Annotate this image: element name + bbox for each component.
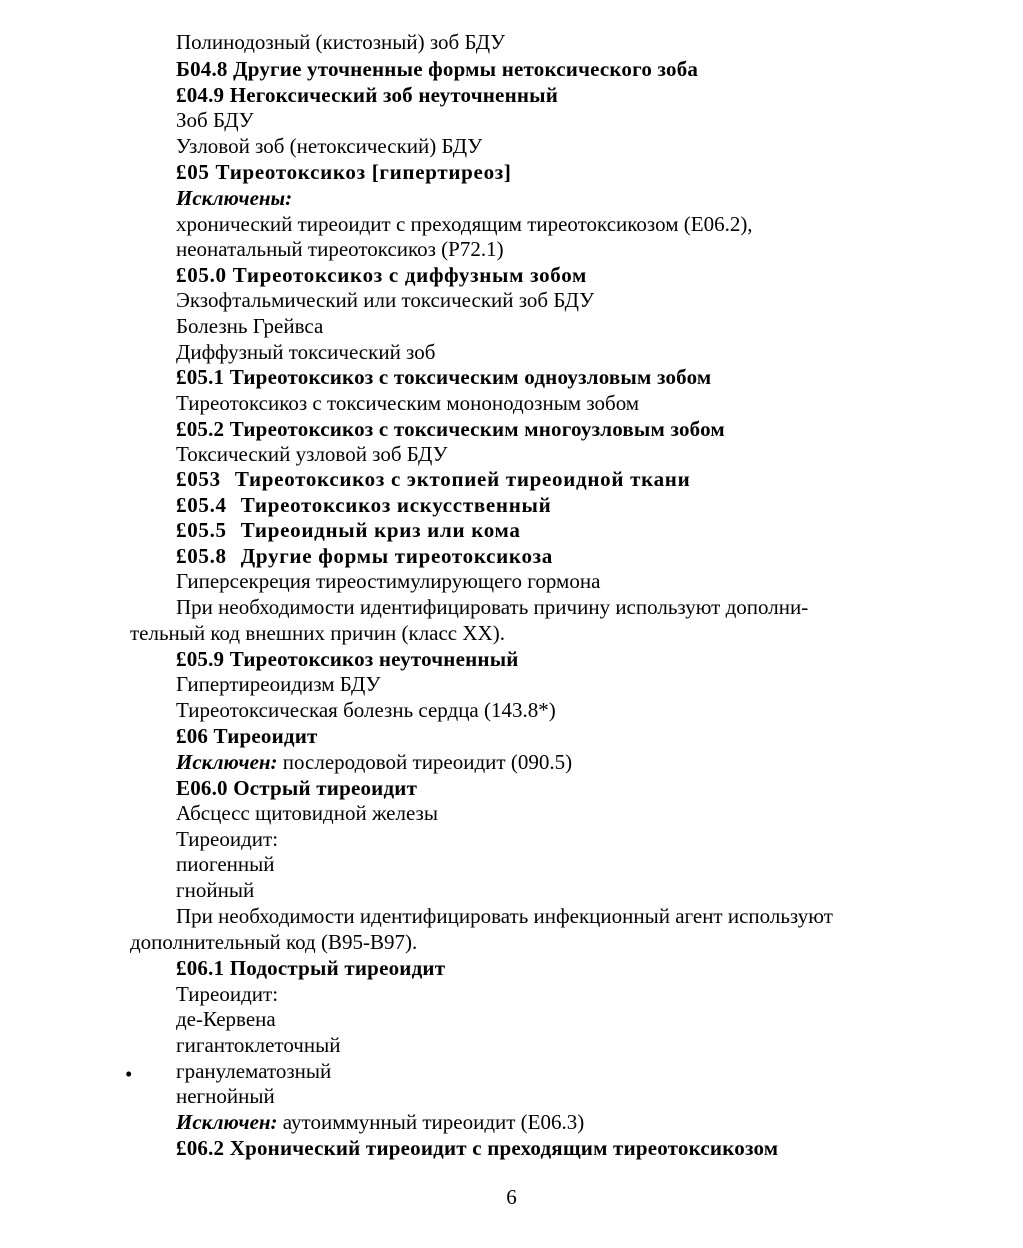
page-number: 6: [506, 1185, 517, 1209]
text-line: гигантоклеточный: [176, 1033, 341, 1057]
text-line: При необходимости идентифицировать причину используют дополни-: [176, 595, 809, 619]
text-line: Гипертиреоидизм БДУ: [176, 672, 381, 696]
section-title: Другие формы тиреотоксикоза: [240, 544, 553, 568]
section-heading: [176, 466, 690, 492]
text-line: При необходимости идентифицировать инфекционный агент используют: [176, 904, 833, 928]
section-heading: £05.2 Тиреотоксикоз с токсическим многоузловым зобом: [176, 417, 725, 441]
text-line: дополнительный код (В95-В97).: [130, 930, 418, 954]
text-line: негнойный: [176, 1084, 275, 1108]
exclusion-text: аутоиммунный тиреоидит (Е06.3): [277, 1110, 585, 1134]
text-line: гнойный: [176, 878, 255, 902]
section-title: Тиреотоксикоз искусственный: [240, 493, 552, 517]
section-heading: Е06.0 Острый тиреоидит: [176, 776, 418, 800]
section-heading: £06 Тиреоидит: [176, 724, 318, 748]
text-line: Тиреотоксическая болезнь сердца (143.8*): [176, 698, 556, 722]
section-title: Тиреоидный криз или кома: [240, 518, 521, 542]
exclusion-text: послеродовой тиреоидит (090.5): [277, 750, 573, 774]
section-heading: [176, 543, 553, 569]
section-code: £05.5: [176, 518, 227, 542]
text-line: Полинодозный (кистозный) зоб БДУ: [176, 30, 506, 54]
exclusion-line: [176, 1109, 584, 1135]
section-heading: £06.1 Подострый тиреоидит: [176, 956, 446, 980]
section-code: £05.8: [176, 544, 227, 568]
exclusion-label: Исключены:: [176, 186, 293, 210]
section-heading: £04.9 Негоксический зоб неуточненный: [176, 83, 559, 107]
bullet-mark: •: [125, 1062, 133, 1086]
text-line: неонатальный тиреотоксикоз (Р72.1): [176, 237, 504, 261]
text-line: Зоб БДУ: [176, 108, 254, 132]
section-heading: £06.2 Хронический тиреоидит с преходящим тиреотоксикозом: [176, 1136, 779, 1160]
section-code: £053: [176, 467, 221, 491]
text-line: Абсцесс щитовидной железы: [176, 801, 438, 825]
section-heading: [176, 492, 551, 518]
section-heading: £05.9 Тиреотоксикоз неуточненный: [176, 647, 519, 671]
section-heading: [176, 517, 521, 543]
text-line: Тиреоидит:: [176, 982, 279, 1006]
section-title: Тиреотоксикоз с эктопией тиреоидной ткани: [234, 467, 691, 491]
text-line: тельный код внешних причин (класс XX).: [130, 621, 505, 645]
section-heading: Б04.8 Другие уточненные формы нетоксического зоба: [176, 57, 699, 81]
exclusion-label-line: [176, 185, 292, 211]
text-line: хронический тиреоидит с преходящим тиреотоксикозом (Е06.2),: [176, 212, 753, 236]
section-heading: £05.1 Тиреотоксикоз с токсическим одноузловым зобом: [176, 365, 712, 389]
text-line: Диффузный токсический зоб: [176, 340, 436, 364]
text-line: Тиреотоксикоз с токсическим мононодозным зобом: [176, 391, 640, 415]
exclusion-line: [176, 749, 572, 775]
text-line: Болезнь Грейвса: [176, 314, 324, 338]
section-heading: £05 Тиреотоксикоз [гипертиреоз]: [176, 160, 512, 184]
exclusion-label: Исключен:: [176, 1110, 278, 1134]
text-line: Гиперсекреция тиреостимулирующего гормона: [176, 569, 601, 593]
text-line: Экзофтальмический или токсический зоб БДУ: [176, 288, 595, 312]
section-code: £05.4: [176, 493, 227, 517]
exclusion-label: Исключен:: [176, 750, 278, 774]
text-line: гранулематозный: [176, 1059, 332, 1083]
section-heading: £05.0 Тиреотоксикоз с диффузным зобом: [176, 263, 588, 287]
text-line: пиогенный: [176, 852, 275, 876]
text-line: Узловой зоб (нетоксический) БДУ: [176, 134, 483, 158]
text-line: Тиреоидит:: [176, 827, 279, 851]
text-line: Токсический узловой зоб БДУ: [176, 442, 448, 466]
text-line: де-Кервена: [176, 1007, 276, 1031]
